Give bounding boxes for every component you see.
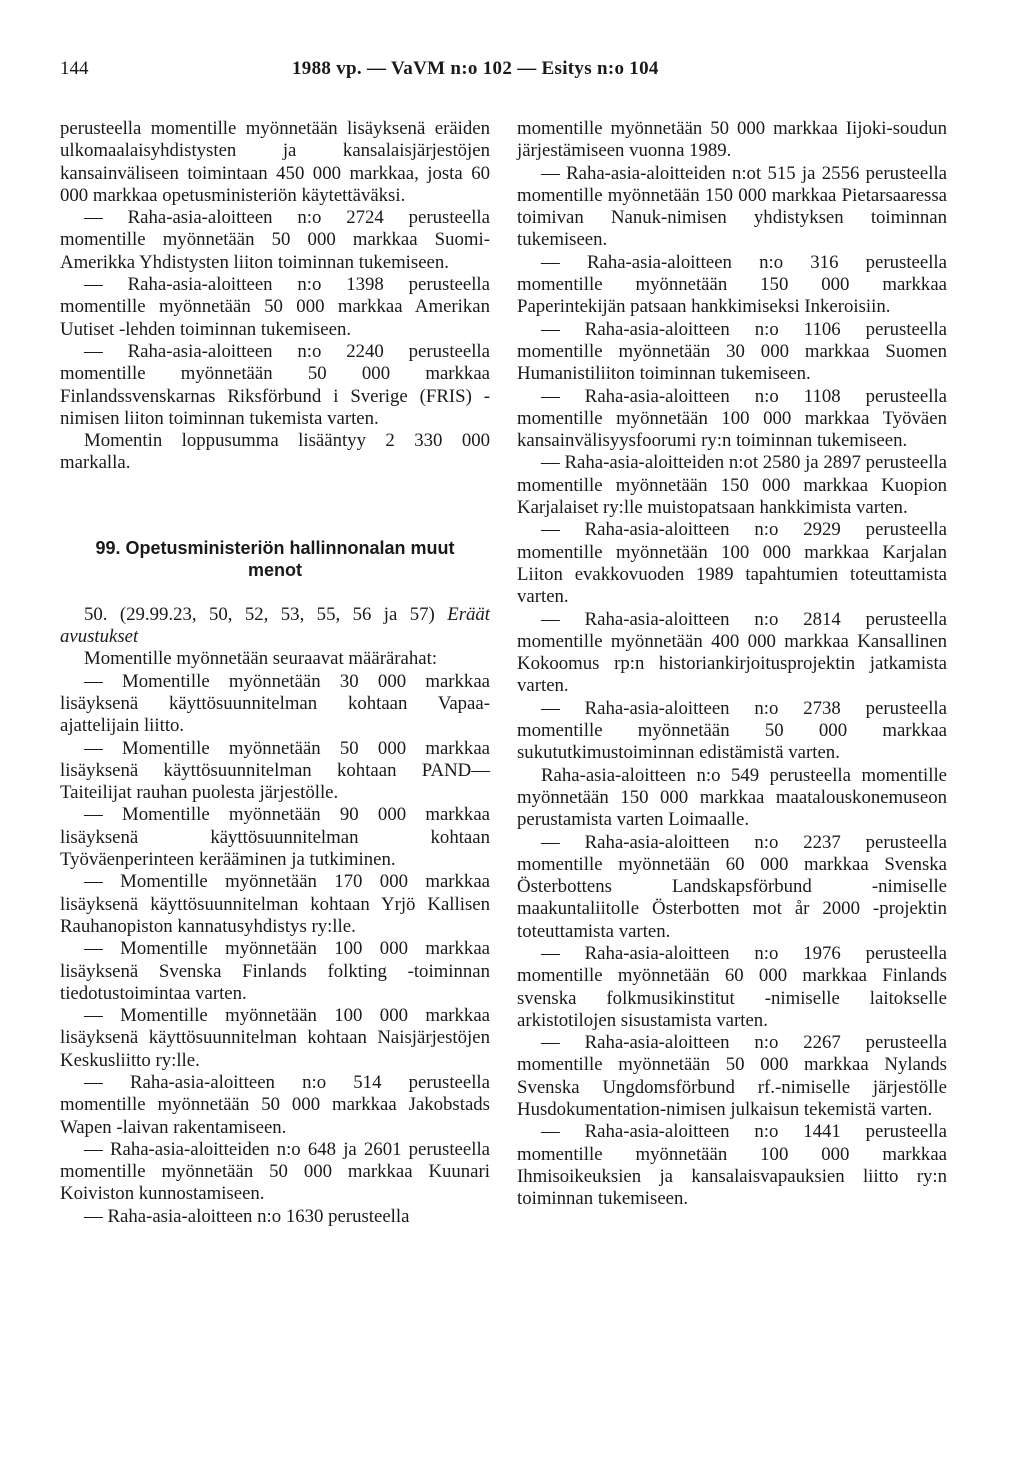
item-heading [60,604,490,649]
paragraph: — Raha-asia-aloitteen n:o 2814 perusteella momentille myönnetään 400 000 markkaa Kansallinen Kokoomus rp:n historiankirjoitusprojektin jatkamista varten. [517,608,947,697]
paragraph: — Raha-asia-aloitteiden n:ot 2580 ja 2897 perusteella momentille myönnetään 150 000 markkaa Kuopion Karjalaiset ry:lle muistopatsaan hankkimista varten. [517,452,947,519]
right-column [517,118,947,1211]
item-title: Eräät avustukset [60,603,490,648]
paragraph: — Raha-asia-aloitteiden n:o 648 ja 2601 perusteella momentille myönnetään 50 000 markkaa Kuunari Koiviston kunnostamiseen. [60,1138,490,1205]
paragraph: — Raha-asia-aloitteen n:o 2237 perusteella momentille myönnetään 60 000 markkaa Svenska Österbottens Landskapsförbund -nimiselle maakuntaliitolle Österbotten mot år 2000 -projektin toteuttamista varten. [517,831,947,942]
running-title: 1988 vp. — VaVM n:o 102 — Esitys n:o 104 [292,58,659,79]
section-heading [60,537,490,582]
spacer [60,475,490,537]
item-number: 50. (29.99.23, 50, 52, 53, 55, 56 ja 57) [84,603,448,625]
paragraph: — Momentille myönnetään 170 000 markkaa lisäyksenä käyttösuunnitelman kohtaan Yrjö Kallisen Rauhanopiston kannatusyhdistys ry:lle. [60,871,490,937]
paragraph: — Momentille myönnetään 100 000 markkaa lisäyksenä käyttösuunnitelman kohtaan Naisjärjestöjen Keskusliitto ry:lle. [60,1005,490,1071]
paragraph: momentille myönnetään 50 000 markkaa Iijoki-soudun järjestämiseen vuonna 1989. [517,118,947,162]
paragraph: — Raha-asia-aloitteen n:o 1630 perusteella [84,1205,410,1227]
paragraph: — Raha-asia-aloitteiden n:ot 515 ja 2556 perusteella momentille myönnetään 150 000 markkaa Pietarsaaressa toimivan Nanuk-nimisen yhdistyksen toiminnan tukemiseen. [517,162,947,251]
paragraph: — Raha-asia-aloitteen n:o 514 perusteella momentille myönnetään 50 000 markkaa Jakobstads Wapen -laivan rakentamiseen. [60,1071,490,1138]
paragraph: — Raha-asia-aloitteen n:o 316 perusteella momentille myönnetään 150 000 markkaa Paperintekijän patsaan hankkimiseksi Inkeroisiin. [517,251,947,318]
paragraph: — Momentille myönnetään 30 000 markkaa lisäyksenä käyttösuunnitelman kohtaan Vapaa-ajattelijain liitto. [60,670,490,737]
paragraph: — Raha-asia-aloitteen n:o 1441 perusteella momentille myönnetään 100 000 markkaa Ihmisoikeuksien ja kansalaisvapauksien liitto ry:n toiminnan tukemiseen. [517,1121,947,1210]
left-column [60,118,490,1228]
paragraph: — Raha-asia-aloitteen n:o 2267 perusteella momentille myönnetään 50 000 markkaa Nylands Svenska Ungdomsförbund rf.-nimiselle järjestölle Husdokumentation-nimisen julkaisun tekemistä varten. [517,1032,947,1121]
paragraph: — Raha-asia-aloitteen n:o 2738 perusteella momentille myönnetään 50 000 markkaa sukututkimustoiminnan edistämistä varten. [517,697,947,764]
paragraph: — Raha-asia-aloitteen n:o 2240 perusteella momentille myönnetään 50 000 markkaa Finlandssvenskarnas Riksförbund i Sverige (FRIS) -nimisen liiton toiminnan tukemista varten. [60,340,490,429]
paragraph: Raha-asia-aloitteen n:o 549 perusteella momentille myönnetään 150 000 markkaa maatalouskonemuseon perustamista varten Loimaalle. [517,764,947,831]
paragraph: — Raha-asia-aloitteen n:o 1398 perusteella momentille myönnetään 50 000 markkaa Amerikan Uutiset -lehden toiminnan tukemiseen. [60,274,490,340]
paragraph: — Raha-asia-aloitteen n:o 1108 perusteella momentille myönnetään 100 000 markkaa Työväen kansainvälisyysfoorumi ry:n toiminnan tukemiseen. [517,385,947,452]
page-number: 144 [60,58,89,79]
paragraph: Momentille myönnetään seuraavat määrärahat: [84,648,438,670]
spacer [60,582,490,604]
paragraph: — Momentille myönnetään 90 000 markkaa lisäyksenä käyttösuunnitelman kohtaan Työväenperinteen kerääminen ja tutkiminen. [60,804,490,871]
paragraph: — Momentille myönnetään 100 000 markkaa lisäyksenä Svenska Finlands folkting -toiminnan tiedotustoimintaa varten. [60,938,490,1004]
paragraph: — Momentille myönnetään 50 000 markkaa lisäyksenä käyttösuunnitelman kohtaan PAND—Taiteilijat rauhan puolesta järjestölle. [60,737,490,804]
paragraph: — Raha-asia-aloitteen n:o 2929 perusteella momentille myönnetään 100 000 markkaa Karjalan Liiton evakkovuoden 1989 tapahtumien toteuttamista varten. [517,519,947,608]
paragraph: — Raha-asia-aloitteen n:o 1106 perusteella momentille myönnetään 30 000 markkaa Suomen Humanistiliiton toiminnan tukemiseen. [517,318,947,385]
section-heading-line: menot [248,560,302,581]
paragraph: — Raha-asia-aloitteen n:o 1976 perusteella momentille myönnetään 60 000 markkaa Finlands svenska folkmusikinstitut -nimiselle laitokselle arkistotilojen sisustamista varten. [517,942,947,1031]
section-heading-line: 99. Opetusministeriön hallinnonalan muut [95,537,455,558]
page-header [0,58,1024,88]
paragraph: Momentin loppusumma lisääntyy 2 330 000 markalla. [60,430,490,474]
paragraph: perusteella momentille myönnetään lisäyksenä eräiden ulkomaalaisyhdistysten ja kansalaisjärjestöjen kansainväliseen toimintaan 450 000 markkaa, josta 60 000 markkaa opetusministeriön käytettäväksi. [60,118,490,206]
paragraph: — Raha-asia-aloitteen n:o 2724 perusteella momentille myönnetään 50 000 markkaa Suomi-Amerikka Yhdistysten liiton toiminnan tukemiseen. [60,207,490,273]
